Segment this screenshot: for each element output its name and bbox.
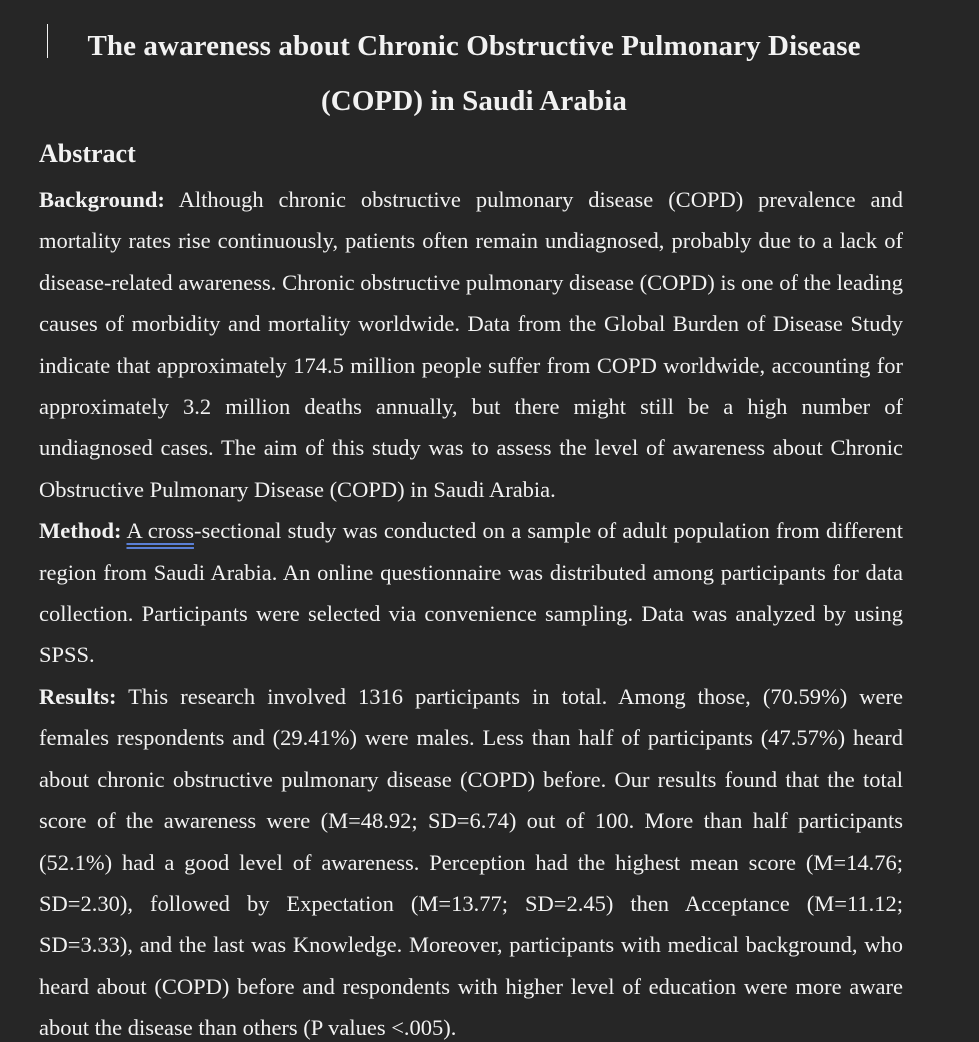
document-title[interactable]: The awareness about Chronic Obstructive Pulmonary Disease (COPD) in Saudi Arabia	[87, 30, 861, 117]
background-label: Background:	[39, 187, 165, 212]
results-text: This research involved 1316 participants in total. Among those, (70.59%) were females respondents and (29.41%) were males. Less than half of participants (47.57%) heard about chronic obstructive pulmonary disease (COPD) before. Our results found that the total score of the awareness were (M=48.92; SD=6.74) out of 100. More than half participants (52.1%) had a good level of awareness. Perception had the highest mean score (M=14.76; SD=2.30), followed by Expectation (M=13.77; SD=2.45) then Acceptance (M=11.12; SD=3.33), and the last was Knowledge. Moreover, participants with medical background, who heard about (COPD) before and respondents with higher level of education were more aware about the disease than others (P values <.005).	[39, 683, 903, 1041]
background-paragraph[interactable]	[39, 179, 903, 510]
method-label: Method:	[39, 518, 122, 544]
abstract-heading[interactable]: Abstract	[39, 139, 136, 168]
background-text: Although chronic obstructive pulmonary disease (COPD) prevalence and mortality rates rise continuously, patients often remain undiagnosed, probably due to a lack of disease-related awareness. Chronic obstructive pulmonary disease (COPD) is one of the leading causes of morbidity and mortality worldwide. Data from the Global Burden of Disease Study indicate that approximately 174.5 million people suffer from COPD worldwide, accounting for approximately 3.2 million deaths annually, but there might still be a high number of undiagnosed cases. The aim of this study was to assess the level of awareness about Chronic Obstructive Pulmonary Disease (COPD) in Saudi Arabia.	[39, 187, 903, 502]
grammar-flagged-text[interactable]: A cross	[126, 518, 194, 544]
results-label: Results:	[39, 683, 117, 709]
results-paragraph[interactable]	[39, 676, 903, 1042]
text-cursor	[47, 24, 48, 58]
method-paragraph[interactable]	[39, 510, 903, 676]
method-text: -sectional study was conducted on a sample of adult population from different region from Saudi Arabia. An online questionnaire was distributed among participants for data collection. Participants were selected via convenience sampling. Data was analyzed by using SPSS.	[39, 518, 903, 668]
